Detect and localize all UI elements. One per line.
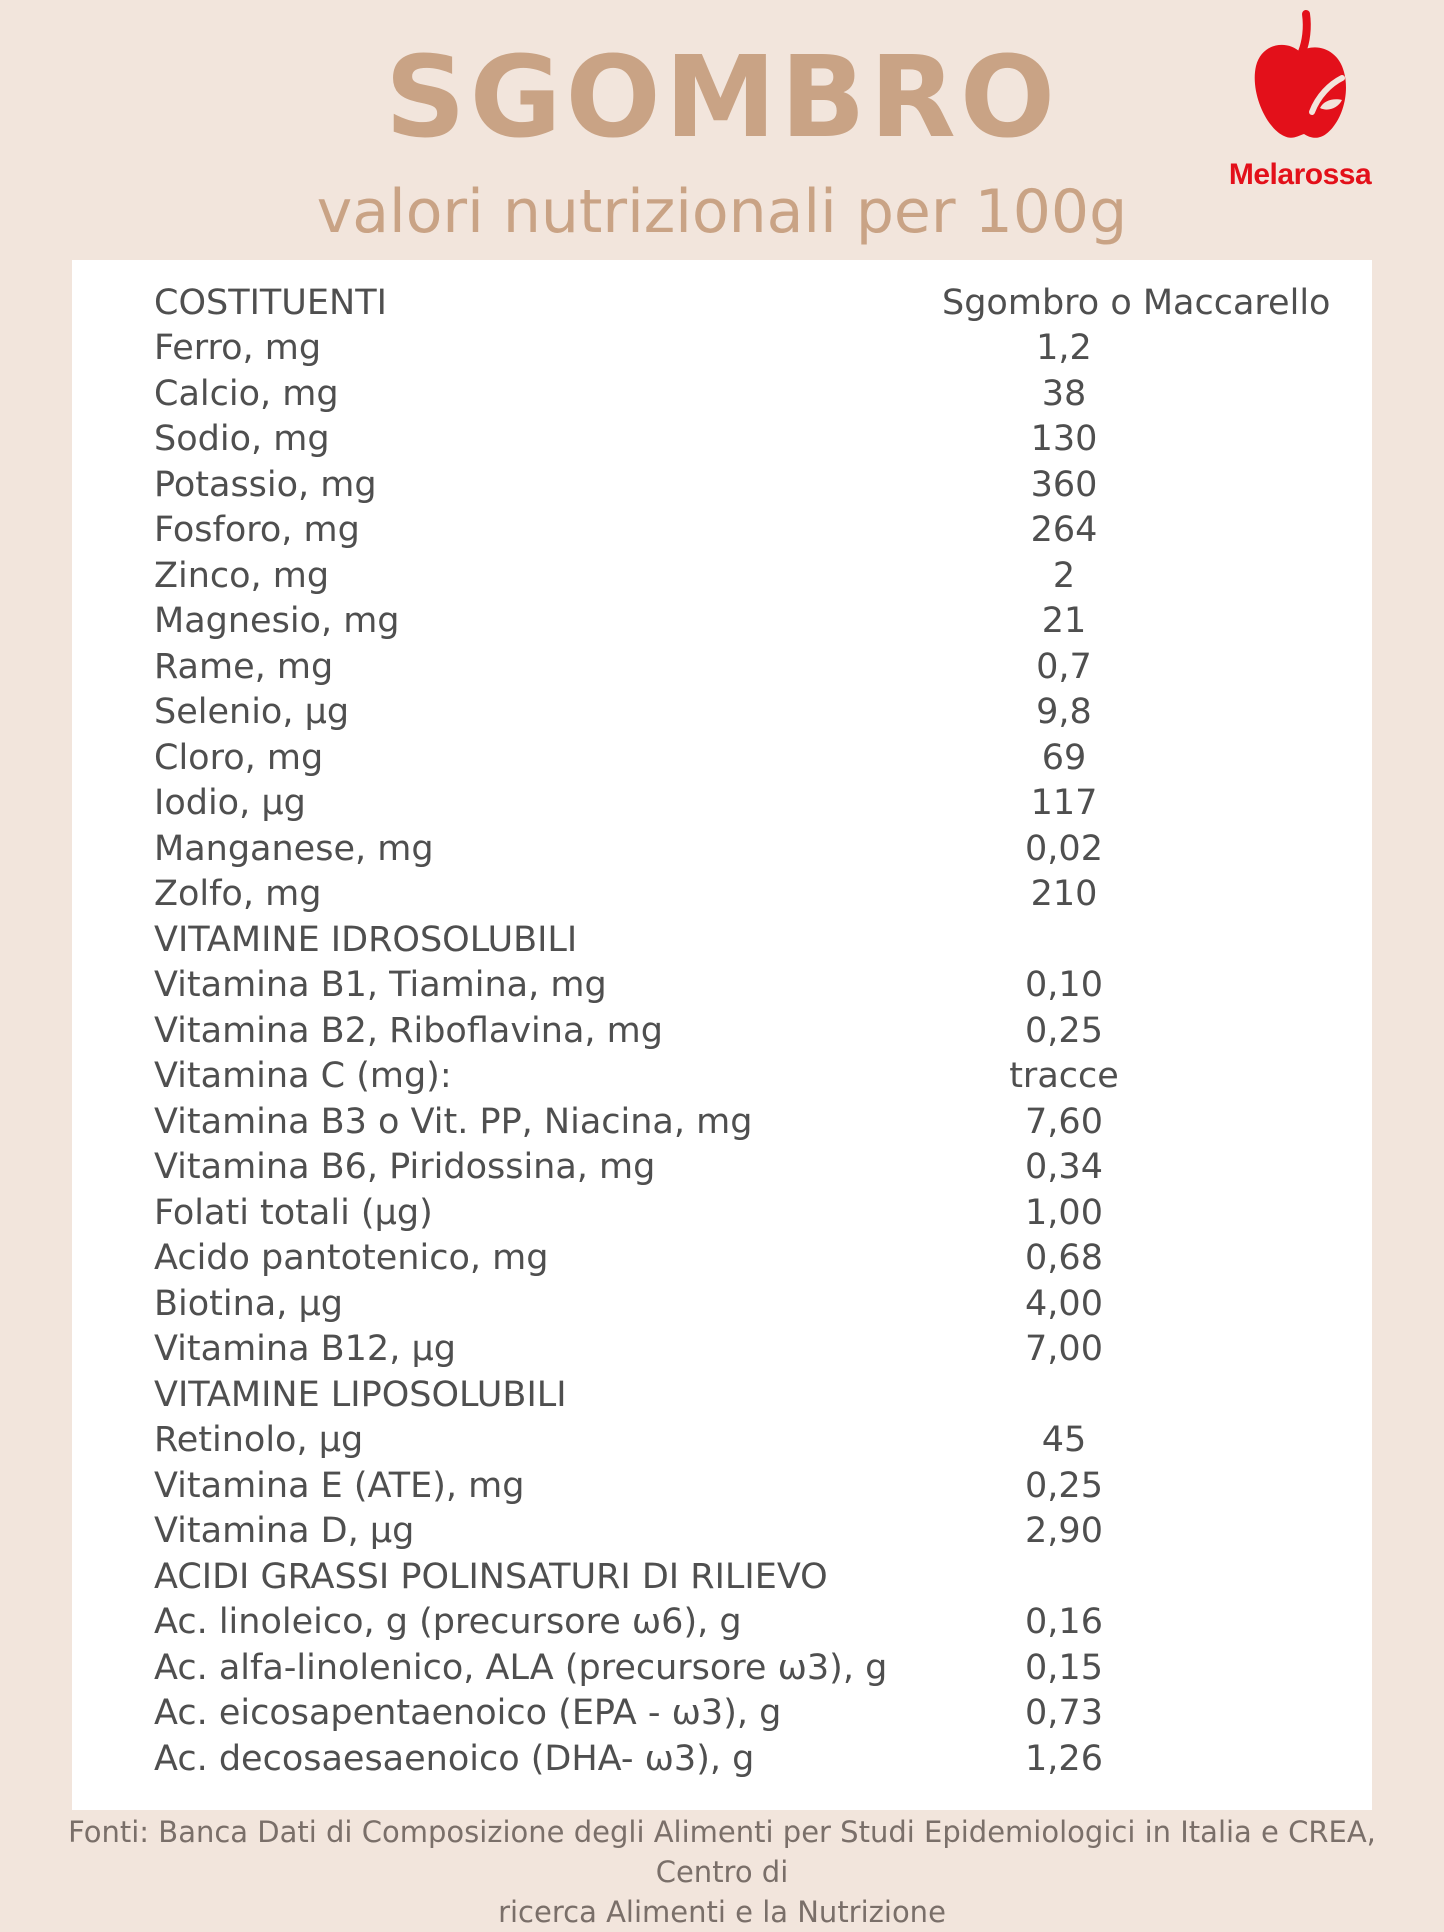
footnote-line: ricerca Alimenti e la Nutrizione bbox=[498, 1895, 946, 1929]
row-value: 0,25 bbox=[1025, 1465, 1103, 1506]
row-label: Folati totali (μg) bbox=[154, 1192, 433, 1233]
row-label: Fosforo, mg bbox=[154, 510, 360, 551]
table-row bbox=[154, 462, 1354, 508]
table-row bbox=[154, 553, 1354, 599]
row-label: Magnesio, mg bbox=[154, 601, 400, 642]
row-value: 130 bbox=[1030, 419, 1098, 460]
row-value: 0,16 bbox=[1025, 1602, 1103, 1643]
row-label: Vitamina B3 o Vit. PP, Niacina, mg bbox=[154, 1101, 753, 1142]
column-header-food: Sgombro o Maccarello bbox=[942, 282, 1331, 323]
row-label: Selenio, μg bbox=[154, 692, 350, 733]
row-value: 210 bbox=[1030, 874, 1098, 915]
row-value: 1,00 bbox=[1025, 1192, 1103, 1233]
table-row bbox=[154, 1099, 1354, 1145]
row-value: 0,7 bbox=[1036, 646, 1092, 687]
row-value: 0,15 bbox=[1025, 1647, 1103, 1688]
table-row bbox=[154, 644, 1354, 690]
row-value: 21 bbox=[1041, 601, 1087, 642]
table-row bbox=[154, 1600, 1354, 1646]
row-label: Acido pantotenico, mg bbox=[154, 1238, 549, 1279]
table-row bbox=[154, 1463, 1354, 1509]
row-value: 1,2 bbox=[1036, 328, 1092, 369]
row-label: Biotina, μg bbox=[154, 1283, 343, 1324]
table-row bbox=[154, 1327, 1354, 1373]
row-value: 0,02 bbox=[1025, 828, 1103, 869]
row-value: 264 bbox=[1030, 510, 1098, 551]
brand-name: Melarossa bbox=[1228, 158, 1372, 191]
row-label: Vitamina C (mg): bbox=[154, 1056, 452, 1097]
table-row bbox=[154, 826, 1354, 872]
row-value: 7,00 bbox=[1025, 1329, 1103, 1370]
row-label: Iodio, μg bbox=[154, 783, 306, 824]
table-row bbox=[154, 417, 1354, 463]
table-row bbox=[154, 1145, 1354, 1191]
row-label: Vitamina E (ATE), mg bbox=[154, 1465, 525, 1506]
row-label: Cloro, mg bbox=[154, 737, 324, 778]
row-label: Vitamina B12, μg bbox=[154, 1329, 456, 1370]
row-value: 0,68 bbox=[1025, 1238, 1103, 1279]
row-value: 38 bbox=[1041, 373, 1087, 414]
table-row bbox=[154, 1418, 1354, 1464]
table-row bbox=[154, 1236, 1354, 1282]
table-row bbox=[154, 735, 1354, 781]
row-label: Zinco, mg bbox=[154, 555, 330, 596]
row-value: 9,8 bbox=[1036, 692, 1092, 733]
table-row bbox=[154, 371, 1354, 417]
row-label: Ac. linoleico, g (precursore ω6), g bbox=[154, 1602, 742, 1643]
row-label: VITAMINE LIPOSOLUBILI bbox=[154, 1374, 567, 1415]
nutrition-panel bbox=[72, 260, 1372, 1810]
nutrition-table bbox=[154, 280, 1354, 1782]
table-row bbox=[154, 326, 1354, 372]
table-row bbox=[154, 1736, 1354, 1782]
row-value: 2,90 bbox=[1025, 1511, 1103, 1552]
row-value: 69 bbox=[1041, 737, 1087, 778]
table-row bbox=[154, 917, 1354, 963]
row-label: Ac. eicosapentaenoico (EPA - ω3), g bbox=[154, 1693, 782, 1734]
table-row bbox=[154, 599, 1354, 645]
brand-logo[interactable] bbox=[1218, 8, 1382, 191]
row-label: Vitamina D, μg bbox=[154, 1511, 415, 1552]
footnote-line: Fonti: Banca Dati di Composizione degli Alimenti per Studi Epidemiologici in Italia e CREA, Centro di bbox=[68, 1815, 1376, 1889]
table-row bbox=[154, 1008, 1354, 1054]
row-label: Retinolo, μg bbox=[154, 1420, 364, 1461]
row-label: Vitamina B1, Tiamina, mg bbox=[154, 965, 607, 1006]
row-label: Zolfo, mg bbox=[154, 874, 322, 915]
table-row bbox=[154, 1190, 1354, 1236]
table-row bbox=[154, 781, 1354, 827]
row-label: Rame, mg bbox=[154, 646, 334, 687]
row-label: VITAMINE IDROSOLUBILI bbox=[154, 919, 578, 960]
table-row bbox=[154, 690, 1354, 736]
table-row bbox=[154, 1281, 1354, 1327]
row-value: 360 bbox=[1030, 464, 1098, 505]
row-value: 0,10 bbox=[1025, 965, 1103, 1006]
row-value: 45 bbox=[1041, 1420, 1087, 1461]
table-row bbox=[154, 1645, 1354, 1691]
table-row bbox=[154, 1691, 1354, 1737]
table-row bbox=[154, 1509, 1354, 1555]
row-value: 1,26 bbox=[1025, 1738, 1103, 1779]
page-subtitle: valori nutrizionali per 100g bbox=[316, 177, 1128, 247]
row-value: 7,60 bbox=[1025, 1101, 1103, 1142]
row-label: Manganese, mg bbox=[154, 828, 434, 869]
row-label: Ferro, mg bbox=[154, 328, 322, 369]
row-label: ACIDI GRASSI POLINSATURI DI RILIEVO bbox=[154, 1556, 828, 1597]
row-value: 4,00 bbox=[1025, 1283, 1103, 1324]
row-label: Ac. decosaesaenoico (DHA- ω3), g bbox=[154, 1738, 755, 1779]
apple-icon bbox=[1248, 8, 1352, 148]
row-value: 0,73 bbox=[1025, 1693, 1103, 1734]
row-value: tracce bbox=[1009, 1056, 1119, 1097]
table-row bbox=[154, 1054, 1354, 1100]
column-header-constituents: COSTITUENTI bbox=[154, 282, 387, 323]
row-label: Vitamina B6, Piridossina, mg bbox=[154, 1147, 656, 1188]
table-row bbox=[154, 872, 1354, 918]
row-value: 2 bbox=[1052, 555, 1076, 596]
row-label: Ac. alfa-linolenico, ALA (precursore ω3), g bbox=[154, 1647, 888, 1688]
page-title: SGOMBRO bbox=[384, 33, 1060, 163]
row-label: Sodio, mg bbox=[154, 419, 330, 460]
table-header bbox=[154, 280, 1354, 326]
row-label: Vitamina B2, Riboflavina, mg bbox=[154, 1010, 663, 1051]
sources-footnote bbox=[50, 1812, 1394, 1932]
table-row bbox=[154, 1554, 1354, 1600]
table-row bbox=[154, 1372, 1354, 1418]
table-row bbox=[154, 963, 1354, 1009]
table-row bbox=[154, 508, 1354, 554]
row-label: Potassio, mg bbox=[154, 464, 377, 505]
row-value: 117 bbox=[1030, 783, 1098, 824]
row-label: Calcio, mg bbox=[154, 373, 339, 414]
row-value: 0,25 bbox=[1025, 1010, 1103, 1051]
row-value: 0,34 bbox=[1025, 1147, 1103, 1188]
